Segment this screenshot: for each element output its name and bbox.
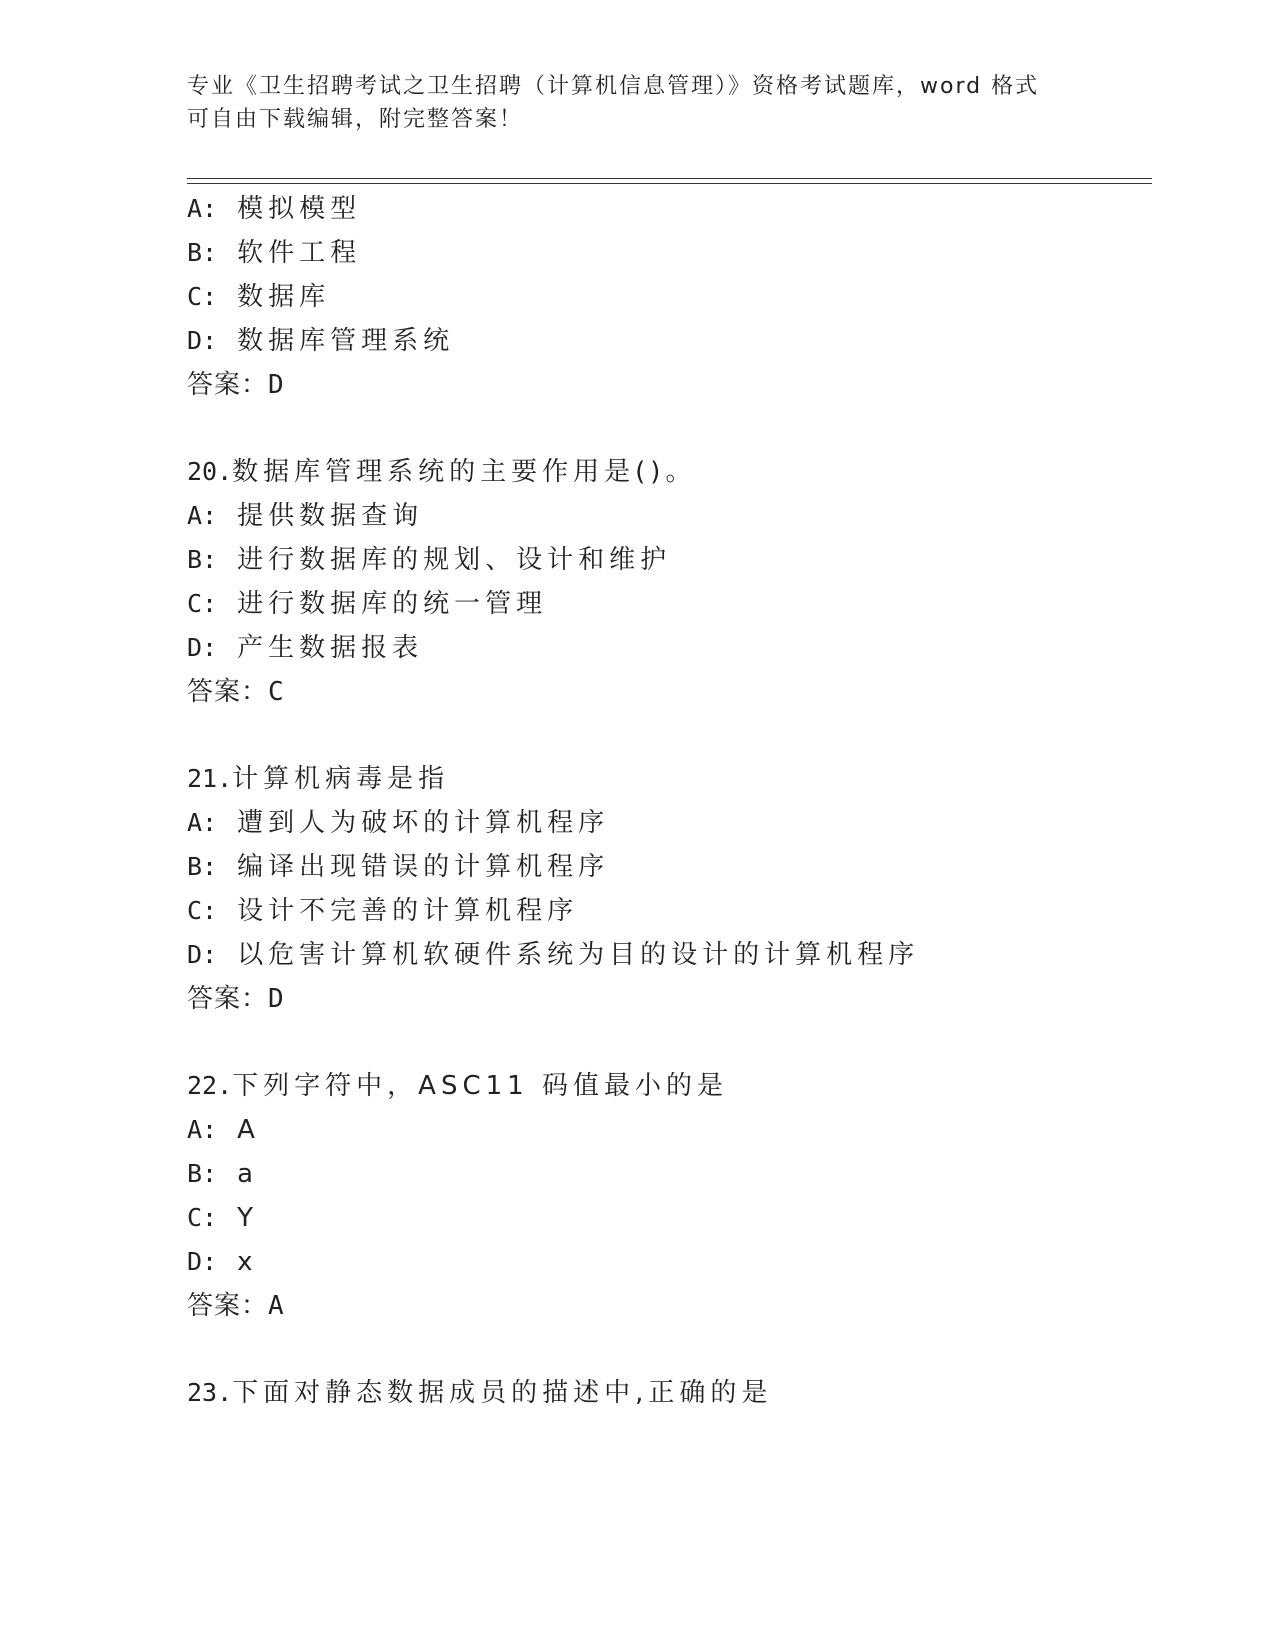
question-text: 下列字符中，ASC11 码值最小的是 (232, 1071, 728, 1101)
q21-option-d (187, 939, 919, 971)
q21-option-a (187, 807, 609, 839)
option-text: 进行数据库的统一管理 (237, 589, 548, 619)
option-label: C: (187, 1203, 218, 1232)
answer-value: D (268, 370, 285, 400)
q22-option-b (187, 1158, 258, 1190)
option-label: D: (187, 940, 218, 969)
option-label: A: (187, 808, 218, 837)
question-number: 20. (187, 457, 233, 486)
option-text: 编译出现错误的计算机程序 (237, 852, 610, 882)
q20-answer (187, 676, 285, 708)
option-label: B: (187, 852, 218, 881)
q22-option-c (187, 1202, 258, 1234)
q20-stem (187, 456, 696, 488)
q21-answer (187, 983, 285, 1015)
option-label: D: (187, 1247, 218, 1276)
option-label: C: (187, 896, 218, 925)
q21-stem (187, 763, 449, 795)
option-label: A: (187, 501, 218, 530)
q21-option-b (187, 851, 609, 883)
answer-label: 答案： (187, 677, 269, 707)
option-label: C: (187, 589, 218, 618)
answer-label: 答案： (187, 370, 269, 400)
option-label: C: (187, 282, 218, 311)
option-text: 模拟模型 (237, 194, 362, 224)
q19-option-c (187, 281, 330, 313)
q20-option-d (187, 632, 423, 664)
q21-option-c (187, 895, 578, 927)
q20-option-a (187, 500, 423, 532)
option-label: B: (187, 238, 218, 267)
option-label: B: (187, 545, 218, 574)
option-text: a (237, 1159, 259, 1189)
header-divider-bottom (187, 183, 1152, 184)
option-text: 数据库 (237, 282, 331, 312)
question-text: 数据库管理系统的主要作用是()。 (232, 457, 697, 487)
q20-option-c (187, 588, 547, 620)
option-text: 设计不完善的计算机程序 (237, 896, 579, 926)
option-label: D: (187, 633, 218, 662)
option-label: D: (187, 326, 218, 355)
option-label: A: (187, 1115, 218, 1144)
q22-option-a (187, 1114, 260, 1146)
option-text: 提供数据查询 (237, 501, 424, 531)
q19-answer (187, 369, 285, 401)
answer-label: 答案： (187, 1291, 269, 1321)
q20-option-b (187, 544, 671, 576)
option-label: A: (187, 194, 218, 223)
option-text: A (237, 1115, 260, 1145)
option-text: 产生数据报表 (237, 633, 424, 663)
question-number: 21. (187, 764, 233, 793)
question-number: 23. (187, 1378, 233, 1407)
q22-stem (187, 1070, 728, 1102)
q23-stem (187, 1377, 772, 1409)
document-header (187, 70, 1087, 136)
answer-value: D (268, 984, 285, 1014)
option-text: Y (237, 1203, 258, 1233)
header-divider-top (187, 178, 1152, 179)
question-number: 22. (187, 1071, 233, 1100)
answer-value: A (268, 1291, 285, 1321)
q19-option-d (187, 325, 454, 357)
option-text: 软件工程 (237, 238, 362, 268)
q22-answer (187, 1290, 285, 1322)
q19-option-b (187, 237, 361, 269)
q22-option-d (187, 1246, 258, 1278)
answer-value: C (268, 677, 285, 707)
option-text: x (237, 1247, 258, 1277)
option-text: 遭到人为破坏的计算机程序 (237, 808, 610, 838)
header-line-2: 可自由下载编辑，附完整答案！ (187, 107, 524, 132)
header-line-1: 专业《卫生招聘考试之卫生招聘（计算机信息管理）》资格考试题库，word 格式 (187, 74, 1040, 99)
option-text: 数据库管理系统 (237, 326, 455, 356)
option-label: B: (187, 1159, 218, 1188)
question-text: 下面对静态数据成员的描述中,正确的是 (232, 1378, 773, 1408)
option-text: 以危害计算机软硬件系统为目的设计的计算机程序 (237, 940, 920, 970)
answer-label: 答案： (187, 984, 269, 1014)
q19-option-a (187, 193, 361, 225)
question-text: 计算机病毒是指 (232, 764, 450, 794)
option-text: 进行数据库的规划、设计和维护 (237, 545, 672, 575)
